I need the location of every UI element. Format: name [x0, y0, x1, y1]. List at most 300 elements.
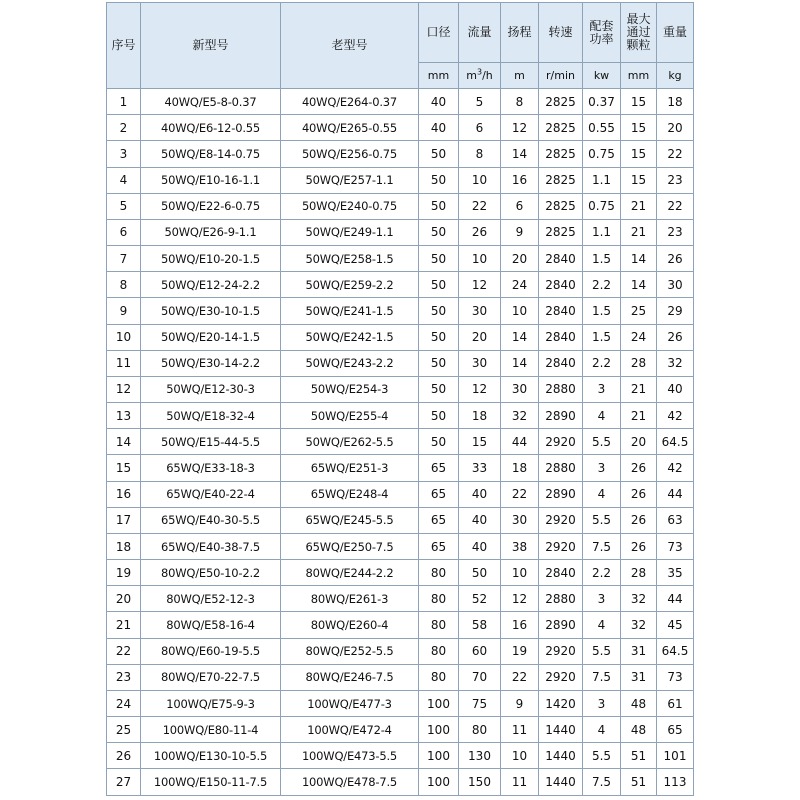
cell-speed: 2920 [539, 429, 583, 455]
cell-new-model: 50WQ/E8-14-0.75 [141, 141, 281, 167]
cell-old-model: 65WQ/E251-3 [281, 455, 419, 481]
cell-weight: 22 [657, 141, 694, 167]
cell-flow: 26 [459, 219, 501, 245]
unit-particle: mm [621, 63, 657, 89]
cell-head: 30 [501, 507, 539, 533]
cell-new-model: 100WQ/E80-11-4 [141, 717, 281, 743]
cell-speed: 2840 [539, 272, 583, 298]
cell-power: 5.5 [583, 638, 621, 664]
header-speed: 转速 [539, 3, 583, 63]
table-row [107, 664, 694, 690]
cell-particle: 51 [621, 743, 657, 769]
cell-power: 2.2 [583, 350, 621, 376]
cell-particle: 15 [621, 115, 657, 141]
cell-particle: 15 [621, 141, 657, 167]
cell-no: 3 [107, 141, 141, 167]
cell-caliber: 50 [419, 141, 459, 167]
cell-head: 10 [501, 743, 539, 769]
cell-particle: 32 [621, 612, 657, 638]
cell-old-model: 80WQ/E246-7.5 [281, 664, 419, 690]
cell-caliber: 50 [419, 219, 459, 245]
cell-no: 11 [107, 350, 141, 376]
cell-old-model: 50WQ/E240-0.75 [281, 193, 419, 219]
cell-no: 26 [107, 743, 141, 769]
cell-weight: 18 [657, 89, 694, 115]
cell-weight: 30 [657, 272, 694, 298]
cell-weight: 63 [657, 507, 694, 533]
cell-speed: 2825 [539, 141, 583, 167]
cell-speed: 2840 [539, 298, 583, 324]
cell-no: 7 [107, 246, 141, 272]
table-row [107, 429, 694, 455]
cell-new-model: 50WQ/E18-32-4 [141, 403, 281, 429]
cell-flow: 10 [459, 246, 501, 272]
cell-caliber: 50 [419, 167, 459, 193]
cell-flow: 75 [459, 690, 501, 716]
cell-weight: 35 [657, 560, 694, 586]
table-row [107, 507, 694, 533]
cell-weight: 65 [657, 717, 694, 743]
cell-new-model: 100WQ/E150-11-7.5 [141, 769, 281, 796]
cell-old-model: 50WQ/E249-1.1 [281, 219, 419, 245]
cell-no: 21 [107, 612, 141, 638]
cell-flow: 6 [459, 115, 501, 141]
cell-particle: 28 [621, 560, 657, 586]
header-head: 扬程 [501, 3, 539, 63]
cell-particle: 15 [621, 167, 657, 193]
cell-old-model: 50WQ/E258-1.5 [281, 246, 419, 272]
cell-caliber: 100 [419, 717, 459, 743]
table-row [107, 272, 694, 298]
cell-particle: 26 [621, 533, 657, 559]
cell-speed: 2840 [539, 324, 583, 350]
cell-power: 4 [583, 612, 621, 638]
cell-speed: 2890 [539, 403, 583, 429]
cell-new-model: 40WQ/E6-12-0.55 [141, 115, 281, 141]
unit-weight: kg [657, 63, 694, 89]
cell-power: 7.5 [583, 533, 621, 559]
cell-head: 16 [501, 167, 539, 193]
cell-particle: 26 [621, 507, 657, 533]
table-row [107, 612, 694, 638]
cell-flow: 30 [459, 350, 501, 376]
cell-particle: 51 [621, 769, 657, 796]
cell-flow: 50 [459, 560, 501, 586]
cell-weight: 73 [657, 664, 694, 690]
table-row [107, 586, 694, 612]
cell-power: 5.5 [583, 429, 621, 455]
cell-head: 11 [501, 717, 539, 743]
cell-speed: 2825 [539, 167, 583, 193]
table-row [107, 89, 694, 115]
cell-no: 1 [107, 89, 141, 115]
cell-particle: 21 [621, 376, 657, 402]
cell-speed: 2840 [539, 350, 583, 376]
cell-caliber: 65 [419, 507, 459, 533]
cell-weight: 44 [657, 586, 694, 612]
cell-caliber: 50 [419, 324, 459, 350]
cell-no: 6 [107, 219, 141, 245]
cell-head: 14 [501, 350, 539, 376]
cell-new-model: 80WQ/E60-19-5.5 [141, 638, 281, 664]
cell-new-model: 50WQ/E15-44-5.5 [141, 429, 281, 455]
cell-head: 9 [501, 219, 539, 245]
cell-head: 30 [501, 376, 539, 402]
cell-new-model: 50WQ/E22-6-0.75 [141, 193, 281, 219]
cell-flow: 18 [459, 403, 501, 429]
cell-no: 12 [107, 376, 141, 402]
cell-no: 2 [107, 115, 141, 141]
table-row [107, 560, 694, 586]
header-new-model: 新型号 [141, 3, 281, 89]
unit-head: m [501, 63, 539, 89]
cell-weight: 64.5 [657, 429, 694, 455]
cell-old-model: 80WQ/E261-3 [281, 586, 419, 612]
cell-head: 22 [501, 481, 539, 507]
header-caliber: 口径 [419, 3, 459, 63]
cell-power: 1.1 [583, 167, 621, 193]
cell-speed: 2825 [539, 193, 583, 219]
table-row [107, 533, 694, 559]
cell-speed: 2920 [539, 664, 583, 690]
cell-flow: 22 [459, 193, 501, 219]
cell-no: 10 [107, 324, 141, 350]
cell-speed: 1440 [539, 743, 583, 769]
cell-old-model: 50WQ/E254-3 [281, 376, 419, 402]
cell-new-model: 65WQ/E40-38-7.5 [141, 533, 281, 559]
cell-weight: 61 [657, 690, 694, 716]
cell-new-model: 50WQ/E12-24-2.2 [141, 272, 281, 298]
cell-flow: 15 [459, 429, 501, 455]
cell-flow: 12 [459, 272, 501, 298]
cell-caliber: 80 [419, 586, 459, 612]
cell-power: 0.75 [583, 193, 621, 219]
cell-caliber: 100 [419, 769, 459, 796]
table-row [107, 717, 694, 743]
cell-weight: 73 [657, 533, 694, 559]
table-row [107, 455, 694, 481]
cell-power: 7.5 [583, 664, 621, 690]
cell-new-model: 65WQ/E33-18-3 [141, 455, 281, 481]
cell-power: 5.5 [583, 507, 621, 533]
cell-new-model: 50WQ/E30-14-2.2 [141, 350, 281, 376]
cell-old-model: 50WQ/E255-4 [281, 403, 419, 429]
cell-speed: 2920 [539, 507, 583, 533]
cell-caliber: 50 [419, 376, 459, 402]
cell-new-model: 40WQ/E5-8-0.37 [141, 89, 281, 115]
cell-weight: 45 [657, 612, 694, 638]
cell-caliber: 50 [419, 403, 459, 429]
cell-new-model: 80WQ/E58-16-4 [141, 612, 281, 638]
cell-power: 4 [583, 717, 621, 743]
cell-speed: 1440 [539, 769, 583, 796]
table-row [107, 690, 694, 716]
cell-old-model: 50WQ/E259-2.2 [281, 272, 419, 298]
cell-old-model: 65WQ/E248-4 [281, 481, 419, 507]
cell-no: 25 [107, 717, 141, 743]
table-row [107, 141, 694, 167]
cell-caliber: 50 [419, 272, 459, 298]
cell-old-model: 50WQ/E241-1.5 [281, 298, 419, 324]
table-row [107, 769, 694, 796]
cell-no: 20 [107, 586, 141, 612]
unit-speed: r/min [539, 63, 583, 89]
cell-power: 2.2 [583, 272, 621, 298]
cell-flow: 5 [459, 89, 501, 115]
cell-caliber: 80 [419, 664, 459, 690]
cell-old-model: 50WQ/E242-1.5 [281, 324, 419, 350]
unit-flow-suffix: /h [482, 69, 493, 82]
table-row [107, 193, 694, 219]
cell-power: 1.5 [583, 298, 621, 324]
cell-caliber: 40 [419, 89, 459, 115]
cell-head: 12 [501, 115, 539, 141]
cell-no: 24 [107, 690, 141, 716]
cell-head: 32 [501, 403, 539, 429]
header-particle [621, 3, 657, 63]
table-row [107, 246, 694, 272]
table-row [107, 350, 694, 376]
cell-no: 13 [107, 403, 141, 429]
cell-power: 1.1 [583, 219, 621, 245]
cell-head: 20 [501, 246, 539, 272]
cell-head: 8 [501, 89, 539, 115]
cell-old-model: 80WQ/E252-5.5 [281, 638, 419, 664]
header-flow: 流量 [459, 3, 501, 63]
cell-power: 3 [583, 586, 621, 612]
cell-caliber: 80 [419, 612, 459, 638]
unit-flow-sup: 3 [476, 67, 483, 77]
cell-flow: 70 [459, 664, 501, 690]
header-old-model: 老型号 [281, 3, 419, 89]
cell-new-model: 50WQ/E20-14-1.5 [141, 324, 281, 350]
cell-particle: 32 [621, 586, 657, 612]
cell-old-model: 65WQ/E250-7.5 [281, 533, 419, 559]
unit-flow-prefix: m [466, 69, 477, 82]
cell-old-model: 50WQ/E257-1.1 [281, 167, 419, 193]
cell-particle: 28 [621, 350, 657, 376]
cell-particle: 31 [621, 638, 657, 664]
table-row [107, 298, 694, 324]
cell-flow: 33 [459, 455, 501, 481]
cell-no: 8 [107, 272, 141, 298]
cell-flow: 10 [459, 167, 501, 193]
cell-weight: 23 [657, 167, 694, 193]
cell-head: 10 [501, 560, 539, 586]
cell-caliber: 50 [419, 350, 459, 376]
cell-head: 18 [501, 455, 539, 481]
cell-old-model: 100WQ/E477-3 [281, 690, 419, 716]
unit-caliber: mm [419, 63, 459, 89]
cell-head: 9 [501, 690, 539, 716]
cell-weight: 113 [657, 769, 694, 796]
cell-particle: 26 [621, 455, 657, 481]
cell-weight: 20 [657, 115, 694, 141]
cell-flow: 60 [459, 638, 501, 664]
cell-no: 23 [107, 664, 141, 690]
cell-weight: 26 [657, 324, 694, 350]
header-power [583, 3, 621, 63]
cell-flow: 8 [459, 141, 501, 167]
cell-speed: 2825 [539, 219, 583, 245]
cell-flow: 58 [459, 612, 501, 638]
cell-weight: 26 [657, 246, 694, 272]
cell-head: 14 [501, 141, 539, 167]
cell-weight: 64.5 [657, 638, 694, 664]
cell-no: 17 [107, 507, 141, 533]
cell-particle: 14 [621, 246, 657, 272]
cell-new-model: 50WQ/E12-30-3 [141, 376, 281, 402]
cell-flow: 80 [459, 717, 501, 743]
cell-power: 3 [583, 455, 621, 481]
cell-speed: 2840 [539, 560, 583, 586]
cell-flow: 40 [459, 533, 501, 559]
header-weight: 重量 [657, 3, 694, 63]
cell-flow: 40 [459, 481, 501, 507]
cell-caliber: 65 [419, 533, 459, 559]
cell-speed: 2920 [539, 533, 583, 559]
cell-new-model: 80WQ/E50-10-2.2 [141, 560, 281, 586]
table-row [107, 638, 694, 664]
cell-head: 16 [501, 612, 539, 638]
cell-flow: 30 [459, 298, 501, 324]
cell-flow: 20 [459, 324, 501, 350]
cell-old-model: 50WQ/E243-2.2 [281, 350, 419, 376]
cell-speed: 2890 [539, 612, 583, 638]
cell-old-model: 80WQ/E244-2.2 [281, 560, 419, 586]
cell-weight: 23 [657, 219, 694, 245]
header-power-label: 配套功率 [589, 18, 614, 46]
cell-no: 4 [107, 167, 141, 193]
cell-particle: 21 [621, 403, 657, 429]
cell-flow: 130 [459, 743, 501, 769]
cell-caliber: 65 [419, 481, 459, 507]
cell-no: 22 [107, 638, 141, 664]
cell-speed: 2825 [539, 115, 583, 141]
cell-particle: 25 [621, 298, 657, 324]
cell-power: 0.75 [583, 141, 621, 167]
cell-caliber: 80 [419, 638, 459, 664]
cell-particle: 15 [621, 89, 657, 115]
cell-old-model: 100WQ/E478-7.5 [281, 769, 419, 796]
cell-new-model: 100WQ/E75-9-3 [141, 690, 281, 716]
cell-caliber: 100 [419, 690, 459, 716]
cell-power: 3 [583, 690, 621, 716]
cell-power: 1.5 [583, 246, 621, 272]
cell-particle: 24 [621, 324, 657, 350]
unit-flow [459, 63, 501, 89]
cell-power: 0.55 [583, 115, 621, 141]
cell-head: 44 [501, 429, 539, 455]
cell-particle: 48 [621, 717, 657, 743]
cell-speed: 2825 [539, 89, 583, 115]
table-row [107, 167, 694, 193]
cell-head: 38 [501, 533, 539, 559]
cell-no: 18 [107, 533, 141, 559]
header-particle-label: 最大通过颗粒 [626, 12, 651, 52]
cell-no: 19 [107, 560, 141, 586]
cell-power: 4 [583, 403, 621, 429]
cell-power: 7.5 [583, 769, 621, 796]
cell-no: 15 [107, 455, 141, 481]
cell-new-model: 65WQ/E40-30-5.5 [141, 507, 281, 533]
cell-head: 11 [501, 769, 539, 796]
cell-weight: 40 [657, 376, 694, 402]
table-row [107, 481, 694, 507]
table-header [107, 3, 694, 89]
cell-caliber: 50 [419, 193, 459, 219]
cell-new-model: 100WQ/E130-10-5.5 [141, 743, 281, 769]
cell-speed: 2880 [539, 586, 583, 612]
cell-power: 0.37 [583, 89, 621, 115]
cell-caliber: 50 [419, 429, 459, 455]
cell-speed: 2880 [539, 376, 583, 402]
cell-particle: 21 [621, 219, 657, 245]
cell-head: 12 [501, 586, 539, 612]
cell-weight: 22 [657, 193, 694, 219]
cell-old-model: 50WQ/E256-0.75 [281, 141, 419, 167]
cell-new-model: 65WQ/E40-22-4 [141, 481, 281, 507]
table-row [107, 376, 694, 402]
cell-old-model: 100WQ/E473-5.5 [281, 743, 419, 769]
cell-new-model: 50WQ/E10-20-1.5 [141, 246, 281, 272]
header-no: 序号 [107, 3, 141, 89]
cell-speed: 2880 [539, 455, 583, 481]
cell-new-model: 80WQ/E52-12-3 [141, 586, 281, 612]
cell-power: 2.2 [583, 560, 621, 586]
cell-no: 16 [107, 481, 141, 507]
cell-head: 19 [501, 638, 539, 664]
cell-head: 10 [501, 298, 539, 324]
cell-caliber: 100 [419, 743, 459, 769]
cell-flow: 52 [459, 586, 501, 612]
cell-power: 5.5 [583, 743, 621, 769]
cell-head: 24 [501, 272, 539, 298]
cell-speed: 2890 [539, 481, 583, 507]
pump-spec-table [106, 2, 694, 796]
table-row [107, 219, 694, 245]
cell-new-model: 80WQ/E70-22-7.5 [141, 664, 281, 690]
cell-flow: 40 [459, 507, 501, 533]
table-row [107, 115, 694, 141]
cell-caliber: 65 [419, 455, 459, 481]
cell-speed: 1440 [539, 717, 583, 743]
cell-old-model: 100WQ/E472-4 [281, 717, 419, 743]
cell-old-model: 40WQ/E265-0.55 [281, 115, 419, 141]
cell-particle: 26 [621, 481, 657, 507]
cell-no: 27 [107, 769, 141, 796]
table-row [107, 743, 694, 769]
cell-caliber: 40 [419, 115, 459, 141]
cell-caliber: 50 [419, 246, 459, 272]
cell-power: 1.5 [583, 324, 621, 350]
cell-old-model: 50WQ/E262-5.5 [281, 429, 419, 455]
cell-head: 14 [501, 324, 539, 350]
cell-particle: 20 [621, 429, 657, 455]
cell-head: 22 [501, 664, 539, 690]
cell-caliber: 50 [419, 298, 459, 324]
cell-no: 5 [107, 193, 141, 219]
cell-power: 4 [583, 481, 621, 507]
cell-particle: 48 [621, 690, 657, 716]
cell-particle: 31 [621, 664, 657, 690]
cell-old-model: 65WQ/E245-5.5 [281, 507, 419, 533]
cell-weight: 44 [657, 481, 694, 507]
table-row [107, 324, 694, 350]
cell-weight: 29 [657, 298, 694, 324]
unit-power: kw [583, 63, 621, 89]
cell-old-model: 80WQ/E260-4 [281, 612, 419, 638]
